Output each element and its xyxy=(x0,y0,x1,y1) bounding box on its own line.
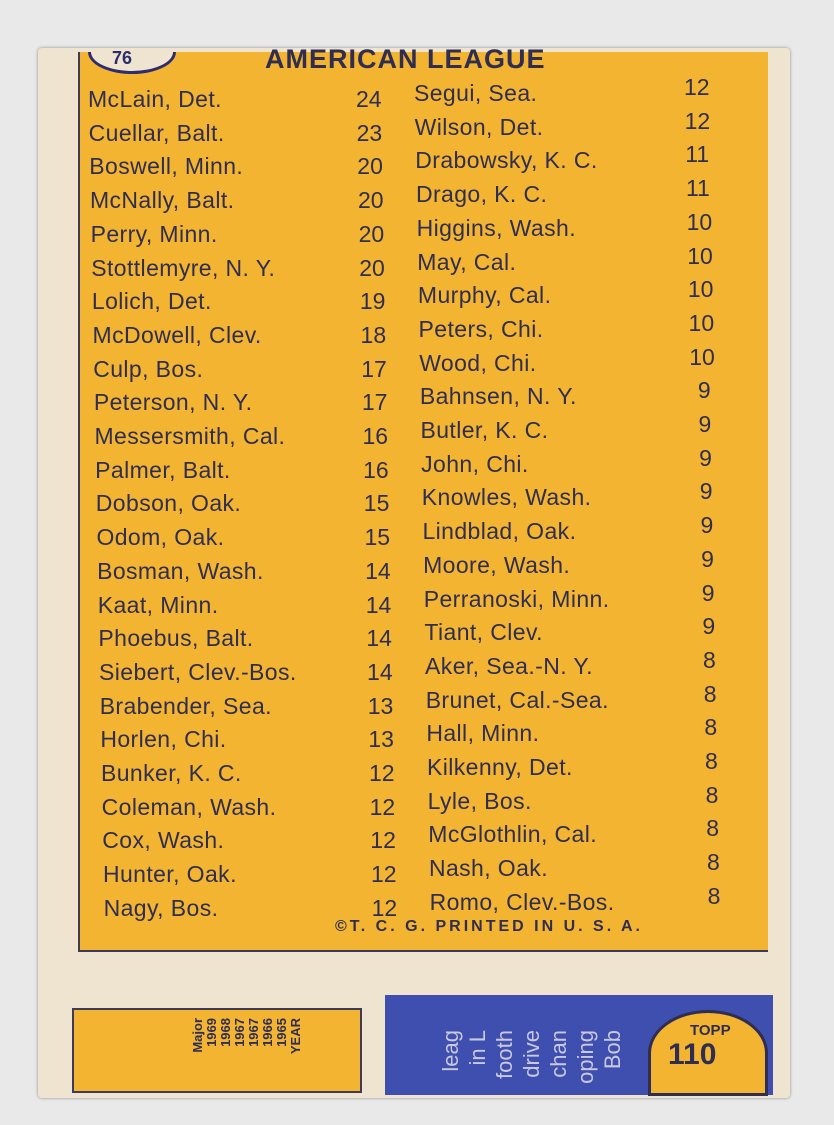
leader-name: May, Cal. xyxy=(417,248,517,275)
leader-name: Odom, Oak. xyxy=(96,524,225,551)
leader-name: Tiant, Clev. xyxy=(424,619,543,646)
bio-fragment: chan xyxy=(546,1030,571,1078)
copyright-footer: ©T. C. G. PRINTED IN U. S. A. xyxy=(335,918,643,935)
leader-name: Phoebus, Balt. xyxy=(98,625,254,652)
leader-name: McLain, Det. xyxy=(88,86,222,112)
leader-value: 18 xyxy=(360,321,387,348)
leader-value: 9 xyxy=(701,579,715,606)
bio-fragment: oping xyxy=(573,1030,598,1084)
leader-name: Siebert, Clev.-Bos. xyxy=(99,658,297,685)
leader-name: Knowles, Wash. xyxy=(421,484,592,511)
leader-name: Lyle, Bos. xyxy=(427,787,532,814)
year-label: YEAR xyxy=(288,1018,303,1055)
leader-value: 13 xyxy=(367,692,394,719)
leader-value: 8 xyxy=(706,849,720,876)
year-label: 1969 xyxy=(204,1018,219,1047)
leader-name: Bunker, K. C. xyxy=(101,760,242,786)
leader-value: 16 xyxy=(363,456,389,483)
leader-value: 14 xyxy=(365,557,391,584)
leader-name: Dobson, Oak. xyxy=(95,490,242,517)
leader-value: 20 xyxy=(358,220,385,247)
leader-name: Segui, Sea. xyxy=(414,80,538,106)
bio-fragment: drive xyxy=(519,1030,544,1078)
leader-name: Lolich, Det. xyxy=(91,288,212,315)
leader-name: Moore, Wash. xyxy=(423,551,571,578)
leader-name: Boswell, Minn. xyxy=(89,153,244,180)
leader-value: 10 xyxy=(687,276,714,303)
leader-value: 8 xyxy=(703,646,716,673)
leader-name: Brabender, Sea. xyxy=(99,692,272,719)
leader-name: Cuellar, Balt. xyxy=(88,119,225,146)
leader-value: 11 xyxy=(685,141,710,168)
year-label: 1967 xyxy=(246,1018,261,1047)
leader-value: 12 xyxy=(369,793,396,820)
leader-name: McNally, Balt. xyxy=(89,187,235,214)
leader-name: Bahnsen, N. Y. xyxy=(419,383,577,410)
leader-name: Drabowsky, K. C. xyxy=(415,147,598,174)
leader-name: Hunter, Oak. xyxy=(102,861,237,888)
leader-value: 20 xyxy=(357,153,383,180)
leader-name: Butler, K. C. xyxy=(420,417,549,443)
leader-name: Wood, Chi. xyxy=(419,349,537,376)
leader-value: 19 xyxy=(359,288,386,315)
leader-name: Aker, Sea.-N. Y. xyxy=(425,652,593,679)
leader-value: 15 xyxy=(364,524,391,551)
leader-value: 14 xyxy=(366,625,392,652)
leader-value: 14 xyxy=(365,591,392,618)
leader-value: 9 xyxy=(698,411,712,437)
leader-name: Nagy, Bos. xyxy=(103,894,219,921)
bio-fragment: Bob xyxy=(600,1030,625,1070)
leader-value: 12 xyxy=(369,760,395,786)
leader-name: Brunet, Cal.-Sea. xyxy=(425,686,609,713)
leader-value: 10 xyxy=(687,242,713,269)
leader-value: 9 xyxy=(699,478,713,505)
leader-value: 15 xyxy=(363,490,390,517)
bio-fragment: in L xyxy=(465,1030,490,1066)
leader-value: 8 xyxy=(704,714,718,741)
leader-value: 24 xyxy=(356,86,382,112)
leader-value: 8 xyxy=(707,882,721,909)
leader-value: 13 xyxy=(368,726,394,753)
leader-name: Perry, Minn. xyxy=(90,220,218,247)
leader-value: 10 xyxy=(686,208,713,235)
leader-name: Perranoski, Minn. xyxy=(423,585,610,612)
leader-name: Culp, Bos. xyxy=(93,355,204,382)
leader-value: 10 xyxy=(688,309,715,336)
year-label: 1966 xyxy=(260,1018,275,1047)
leader-name: Peterson, N. Y. xyxy=(93,389,253,416)
leader-name: John, Chi. xyxy=(421,450,529,477)
leader-value: 8 xyxy=(705,781,719,808)
leader-name: Nash, Oak. xyxy=(428,855,548,882)
leader-value: 14 xyxy=(367,658,393,685)
leader-value: 12 xyxy=(684,74,710,100)
year-label: 1965 xyxy=(274,1018,289,1047)
leader-value: 9 xyxy=(697,377,711,404)
leader-value: 9 xyxy=(702,613,716,640)
leader-name: Palmer, Balt. xyxy=(95,456,231,483)
leader-name: Kaat, Minn. xyxy=(97,591,219,618)
leader-name: Romo, Clev.-Bos. xyxy=(429,888,615,915)
brand-label: TOPP xyxy=(690,1022,731,1039)
leader-name: Murphy, Cal. xyxy=(417,282,552,309)
card-number: 76 xyxy=(112,48,133,68)
leader-name: Drago, K. C. xyxy=(415,181,548,208)
leader-name: Bosman, Wash. xyxy=(97,557,264,584)
leader-value: 9 xyxy=(700,512,714,539)
leader-value: 16 xyxy=(362,423,389,449)
leader-value: 23 xyxy=(356,119,383,146)
league-title: AMERICAN LEAGUE xyxy=(265,44,546,74)
leader-value: 17 xyxy=(361,355,387,382)
leader-name: Messersmith, Cal. xyxy=(94,423,286,449)
leader-name: Lindblad, Oak. xyxy=(422,518,577,545)
leader-name: Wilson, Det. xyxy=(414,113,544,140)
leader-name: Coleman, Wash. xyxy=(101,793,277,820)
leader-value: 10 xyxy=(689,343,715,370)
leader-value: 8 xyxy=(706,815,720,842)
bio-fragment: footh xyxy=(492,1030,517,1079)
leader-name: Hall, Minn. xyxy=(426,720,540,747)
leader-value: 12 xyxy=(371,894,398,921)
year-label: 1968 xyxy=(218,1018,233,1047)
leader-name: Cox, Wash. xyxy=(102,827,225,854)
leader-value: 17 xyxy=(361,389,388,416)
leader-value: 20 xyxy=(357,187,384,214)
year-label: Major xyxy=(190,1018,205,1053)
leader-value: 20 xyxy=(359,254,385,281)
leader-value: 12 xyxy=(370,827,396,854)
leader-name: Peters, Chi. xyxy=(418,315,544,342)
year-label: 1967 xyxy=(232,1018,247,1047)
leader-name: Horlen, Chi. xyxy=(100,726,227,753)
leader-name: McDowell, Clev. xyxy=(92,321,262,348)
adjacent-card-number: 110 xyxy=(668,1038,717,1071)
leader-value: 8 xyxy=(703,680,717,707)
bio-fragment: leag xyxy=(438,1030,463,1072)
leader-value: 8 xyxy=(705,748,718,774)
leader-value: 12 xyxy=(370,861,397,888)
leader-value: 12 xyxy=(684,107,711,134)
leader-name: McGlothlin, Cal. xyxy=(428,821,598,848)
leader-name: Kilkenny, Det. xyxy=(427,754,573,780)
leader-name: Higgins, Wash. xyxy=(416,214,577,241)
leader-name: Stottlemyre, N. Y. xyxy=(91,254,276,281)
leader-value: 9 xyxy=(699,444,712,471)
leader-value: 11 xyxy=(685,175,710,202)
leader-value: 9 xyxy=(701,545,714,572)
